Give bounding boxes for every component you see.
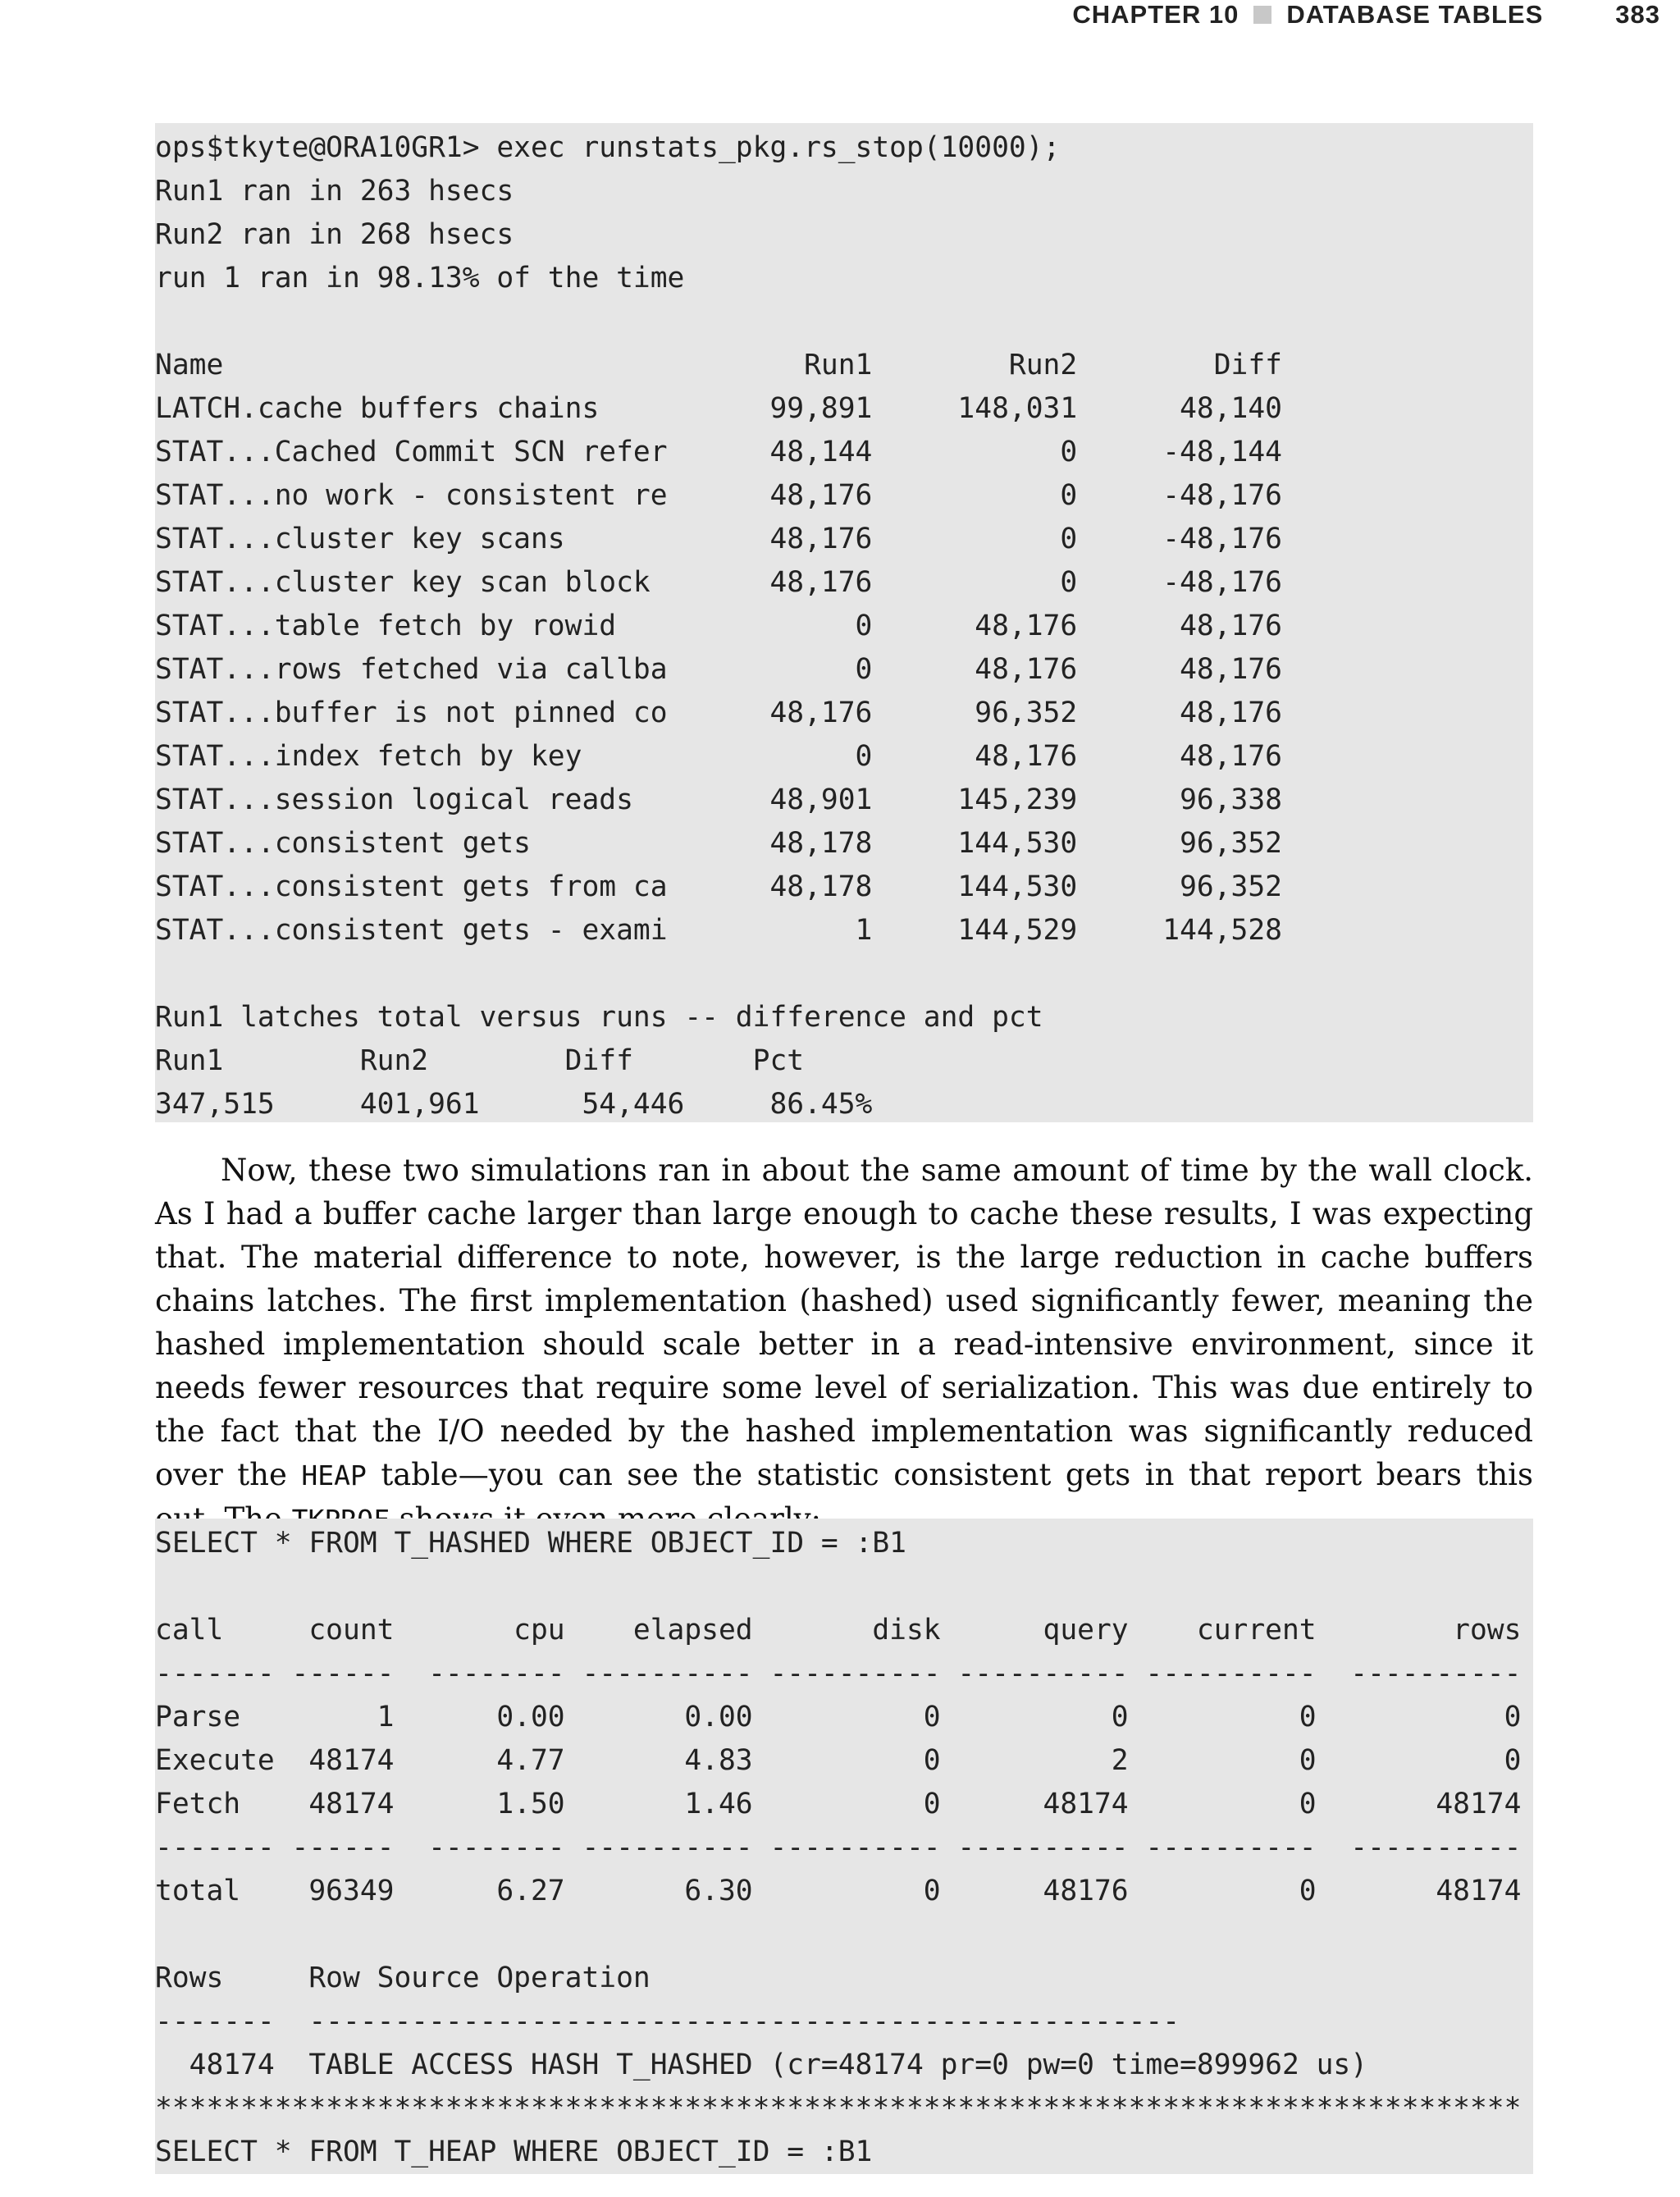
code-line: STAT...consistent gets - exami 1 144,529 144,528 <box>155 914 1282 947</box>
code-line: SELECT * FROM T_HASHED WHERE OBJECT_ID = :B1 <box>155 1527 906 1560</box>
inline-code-heap: HEAP <box>301 1459 367 1491</box>
code-line: ops$tkyte@ORA10GR1> exec runstats_pkg.rs_stop(10000); <box>155 131 1061 164</box>
page-number: 383 <box>1615 0 1660 29</box>
code-line: STAT...consistent gets from ca 48,178 144,530 96,352 <box>155 870 1282 903</box>
code-line: Fetch 48174 1.50 1.46 0 48174 0 48174 <box>155 1788 1522 1820</box>
code-line: ------- ------ -------- ---------- ---------- ---------- ---------- ---------- <box>155 1657 1522 1690</box>
chapter-label: CHAPTER 10 <box>1072 0 1239 29</box>
code-line: Execute 48174 4.77 4.83 0 2 0 0 <box>155 1744 1522 1777</box>
code-line: STAT...buffer is not pinned co 48,176 96,352 48,176 <box>155 697 1282 729</box>
code-line: STAT...cluster key scans 48,176 0 -48,176 <box>155 523 1282 555</box>
paragraph-text-2: table—you can see the statistic consistent gets in that report bears this <box>381 1457 1533 1492</box>
code-line: ------- ------ -------- ---------- ---------- ---------- ---------- ---------- <box>155 1831 1522 1864</box>
code-line: call count cpu elapsed disk query current rows <box>155 1614 1522 1647</box>
section-title: DATABASE TABLES <box>1286 0 1544 29</box>
code-line <box>155 300 1533 344</box>
code-line: Run1 latches total versus runs -- difference and pct <box>155 1001 1043 1034</box>
code-line <box>155 952 1533 996</box>
code-line: 48174 TABLE ACCESS HASH T_HASHED (cr=48174 pr=0 pw=0 time=899962 us) <box>155 2049 1368 2081</box>
runstats-output-listing <box>155 123 1533 1122</box>
code-line: Run1 ran in 263 hsecs <box>155 175 514 208</box>
body-text <box>155 1149 1533 1542</box>
code-line: LATCH.cache buffers chains 99,891 148,031 48,140 <box>155 392 1282 425</box>
code-line: Name Run1 Run2 Diff <box>155 349 1282 381</box>
code-line: Run1 Run2 Diff Pct <box>155 1044 805 1077</box>
code-line: SELECT * FROM T_HEAP WHERE OBJECT_ID = :B1 <box>155 2135 873 2168</box>
code-line: STAT...session logical reads 48,901 145,239 96,338 <box>155 783 1282 816</box>
code-line: Run2 ran in 268 hsecs <box>155 218 514 251</box>
code-line: ------- --------------------------------------------------- <box>155 2005 1180 2038</box>
code-line: Rows Row Source Operation <box>155 1962 651 1994</box>
code-line: STAT...table fetch by rowid 0 48,176 48,176 <box>155 610 1282 642</box>
body-paragraph <box>155 1149 1533 1542</box>
code-line: STAT...cluster key scan block 48,176 0 -48,176 <box>155 566 1282 599</box>
code-line: STAT...no work - consistent re 48,176 0 -48,176 <box>155 479 1282 512</box>
tkprof-output-listing <box>155 1519 1533 2174</box>
header-separator-square <box>1253 6 1271 24</box>
code-line: Parse 1 0.00 0.00 0 0 0 0 <box>155 1701 1522 1733</box>
code-line: run 1 ran in 98.13% of the time <box>155 262 685 295</box>
paragraph-text-1: Now, these two simulations ran in about the same amount of time by the wall clock. As I had a buffer cache larger than large enough to cache these results, I was expecting that. The material difference to note, however, is the large reduction in cache buffers chains latches. The first implementation (hashed) used significantly fewer, meaning the hashed implementation should scale better in a read-intensive environment, since it needs fewer resources that require some level of serialization. This was due entirely to the fact that the I/O needed by the hashed implementation was significantly reduced over the <box>155 1153 1533 1492</box>
code-line: total 96349 6.27 6.30 0 48176 0 48174 <box>155 1875 1522 1907</box>
code-line: STAT...consistent gets 48,178 144,530 96,352 <box>155 827 1282 860</box>
running-header <box>1072 0 1660 30</box>
code-line <box>155 1565 1533 1609</box>
code-line: STAT...Cached Commit SCN refer 48,144 0 -48,144 <box>155 436 1282 468</box>
code-line: ******************************************************************************** <box>155 2092 1522 2125</box>
code-line <box>155 1913 1533 1957</box>
code-line: 347,515 401,961 54,446 86.45% <box>155 1088 873 1121</box>
code-line: STAT...rows fetched via callba 0 48,176 48,176 <box>155 653 1282 686</box>
code-line: STAT...index fetch by key 0 48,176 48,176 <box>155 740 1282 773</box>
